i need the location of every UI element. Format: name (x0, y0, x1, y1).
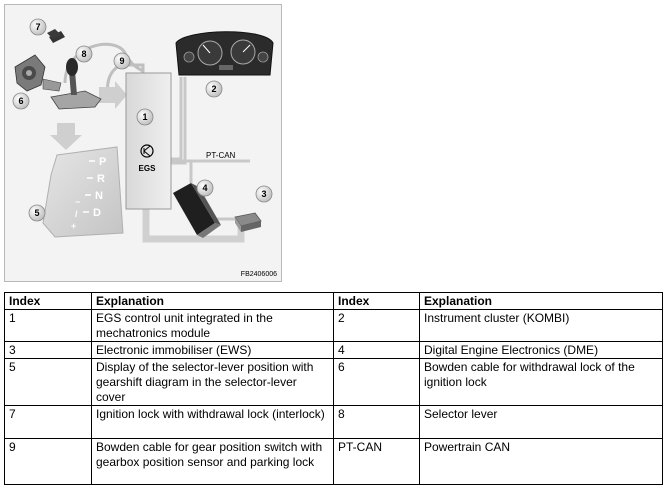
table-row (5, 439, 663, 485)
shift-slash: / (75, 209, 78, 219)
dme-unit (173, 183, 221, 238)
explanation-cell: Ignition lock with withdrawal lock (interlock) (92, 406, 334, 439)
index-cell: 3 (5, 342, 92, 359)
shift-minus: − (75, 197, 81, 207)
index-cell: 1 (5, 310, 92, 342)
explanation-cell: EGS control unit integrated in the mechatronics module (92, 310, 334, 342)
index-cell: 4 (334, 342, 420, 359)
explanation-cell: Bowden cable for gear position switch with gearbox position sensor and parking lock (92, 439, 334, 485)
header-index-1: Index (5, 293, 92, 310)
egs-label: EGS (138, 164, 156, 173)
table-row (5, 310, 663, 342)
explanation-cell: Selector lever (420, 406, 663, 439)
shift-plus: + (71, 221, 77, 231)
table-row (5, 342, 663, 359)
instrument-cluster (176, 32, 273, 75)
gear-n: N (95, 190, 103, 202)
explanation-cell: Powertrain CAN (420, 439, 663, 485)
diagram-svg (5, 5, 281, 281)
explanation-cell: Display of the selector-lever position with gearshift diagram in the selector-lever cover (92, 359, 334, 406)
index-cell: 8 (334, 406, 420, 439)
header-explanation-2: Explanation (420, 293, 663, 310)
callout-6: 6 (18, 96, 24, 106)
callout-1: 1 (142, 112, 148, 122)
callout-2: 2 (211, 84, 217, 94)
index-cell: 6 (334, 359, 420, 406)
callout-7: 7 (35, 22, 41, 32)
explanation-cell: Bowden cable for withdrawal lock of the ignition lock (420, 359, 663, 406)
system-diagram (4, 4, 282, 282)
callout-9: 9 (119, 56, 125, 66)
table-row (5, 359, 663, 406)
arrow-to-cover (50, 123, 82, 150)
header-explanation-1: Explanation (92, 293, 334, 310)
header-index-2: Index (334, 293, 420, 310)
callout-5: 5 (34, 208, 40, 218)
egs-module (126, 73, 171, 209)
index-cell: 2 (334, 310, 420, 342)
figure-code: FB2406006 (240, 271, 277, 278)
explanation-cell: Digital Engine Electronics (DME) (420, 342, 663, 359)
legend-header-row (5, 293, 663, 310)
explanation-cell: Electronic immobiliser (EWS) (92, 342, 334, 359)
selector-lever-cover (43, 147, 123, 237)
callout-3: 3 (261, 189, 267, 199)
gear-p: P (99, 156, 107, 168)
callout-4: 4 (202, 183, 208, 193)
table-row (5, 406, 663, 439)
legend-table (4, 292, 663, 485)
index-cell: 7 (5, 406, 92, 439)
index-cell: 9 (5, 439, 92, 485)
arrow-to-module (99, 81, 127, 109)
callout-8: 8 (81, 49, 87, 59)
gear-d: D (93, 207, 101, 219)
pt-can-label: PT-CAN (206, 151, 236, 160)
gear-r: R (97, 173, 105, 185)
index-cell: 5 (5, 359, 92, 406)
index-cell: PT-CAN (334, 439, 420, 485)
explanation-cell: Instrument cluster (KOMBI) (420, 310, 663, 342)
